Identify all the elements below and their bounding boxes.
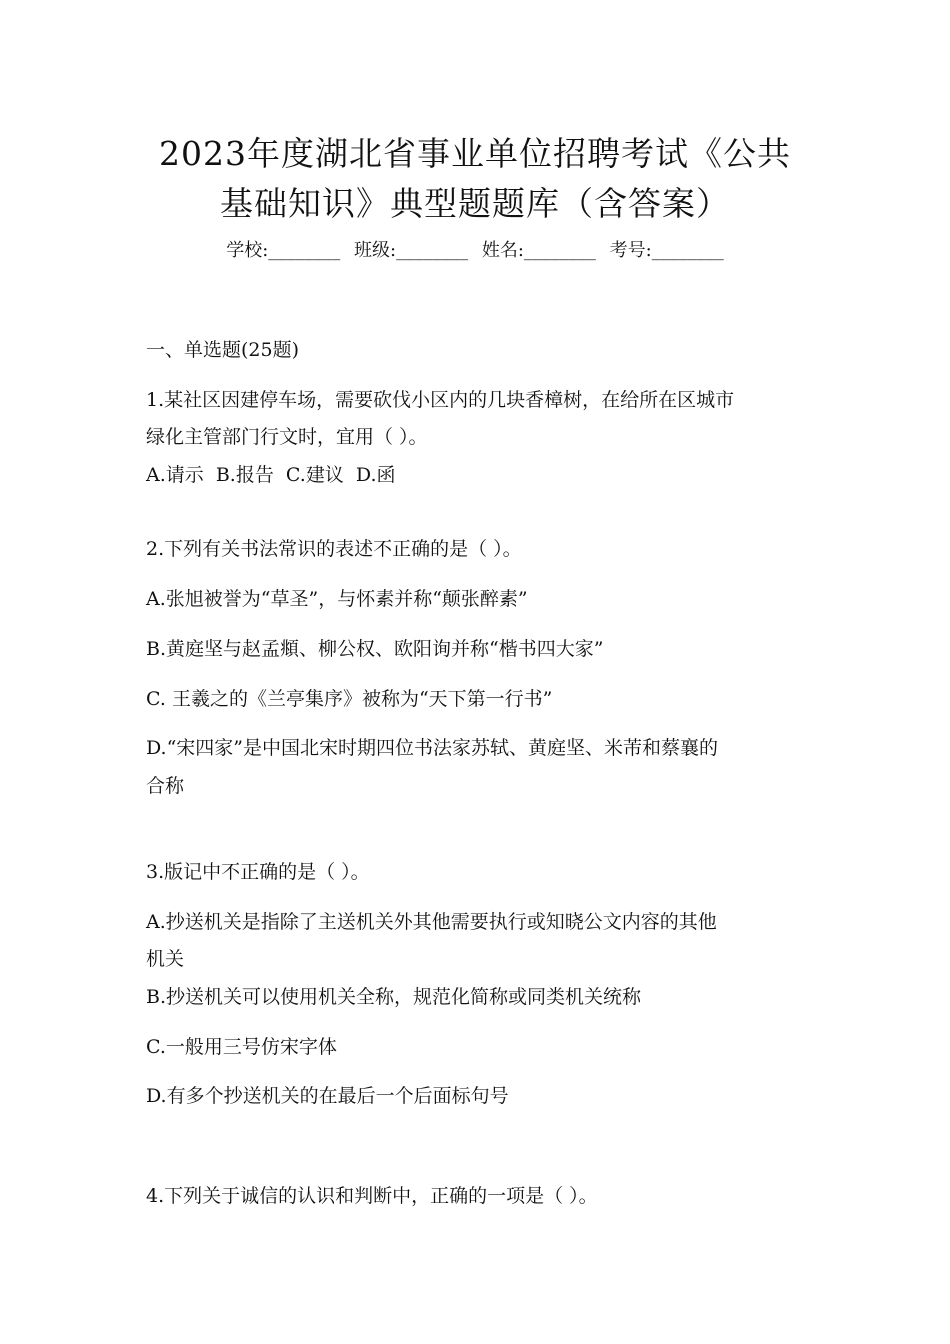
question-1-stem-line1: 1.某社区因建停车场，需要砍伐小区内的几块香樟树，在给所在区城市: [146, 389, 735, 411]
question-2-option-a: A.张旭被誉为“草圣”，与怀素并称“颠张醉素”: [146, 588, 528, 610]
question-3-option-a-line2: 机关: [146, 948, 185, 970]
question-2-option-d-line2: 合称: [146, 775, 185, 797]
section-heading: 一、单选题(25题): [146, 339, 300, 361]
question-3-stem: 3.版记中不正确的是（ ）。: [146, 861, 370, 883]
document-title-line1: 2023年度湖北省事业单位招聘考试《公共: [159, 134, 791, 173]
exam-number-field: 考号:________: [609, 240, 724, 261]
question-1-stem-line2: 绿化主管部门行文时，宜用（ ）。: [146, 426, 428, 448]
question-3-option-b: B.抄送机关可以使用机关全称，规范化简称或同类机关统称: [146, 986, 642, 1008]
name-field: 姓名:________: [481, 240, 596, 261]
question-2-stem: 2.下列有关书法常识的表述不正确的是（ ）。: [146, 538, 522, 560]
school-field: 学校:________: [226, 240, 341, 261]
question-3-option-d: D.有多个抄送机关的在最后一个后面标句号: [146, 1085, 509, 1107]
question-4-stem: 4.下列关于诚信的认识和判断中，正确的一项是（ ）。: [146, 1185, 598, 1207]
class-field: 班级:________: [354, 240, 469, 261]
question-1-options: A.请示 B.报告 C.建议 D.函: [146, 464, 396, 486]
question-3-option-a-line1: A.抄送机关是指除了主送机关外其他需要执行或知晓公文内容的其他: [146, 911, 717, 933]
document-title-line2: 基础知识》典型题题库（含答案）: [220, 184, 730, 223]
question-2-option-d-line1: D.“宋四家”是中国北宋时期四位书法家苏轼、黄庭坚、米芾和蔡襄的: [146, 737, 719, 759]
question-2-option-c: C. 王羲之的《兰亭集序》被称为“天下第一行书”: [146, 688, 553, 710]
question-3-option-c: C.一般用三号仿宋字体: [146, 1036, 337, 1058]
question-2-option-b: B.黄庭坚与赵孟頫、柳公权、欧阳询并称“楷书四大家”: [146, 638, 604, 660]
student-info-line: [0, 237, 950, 265]
